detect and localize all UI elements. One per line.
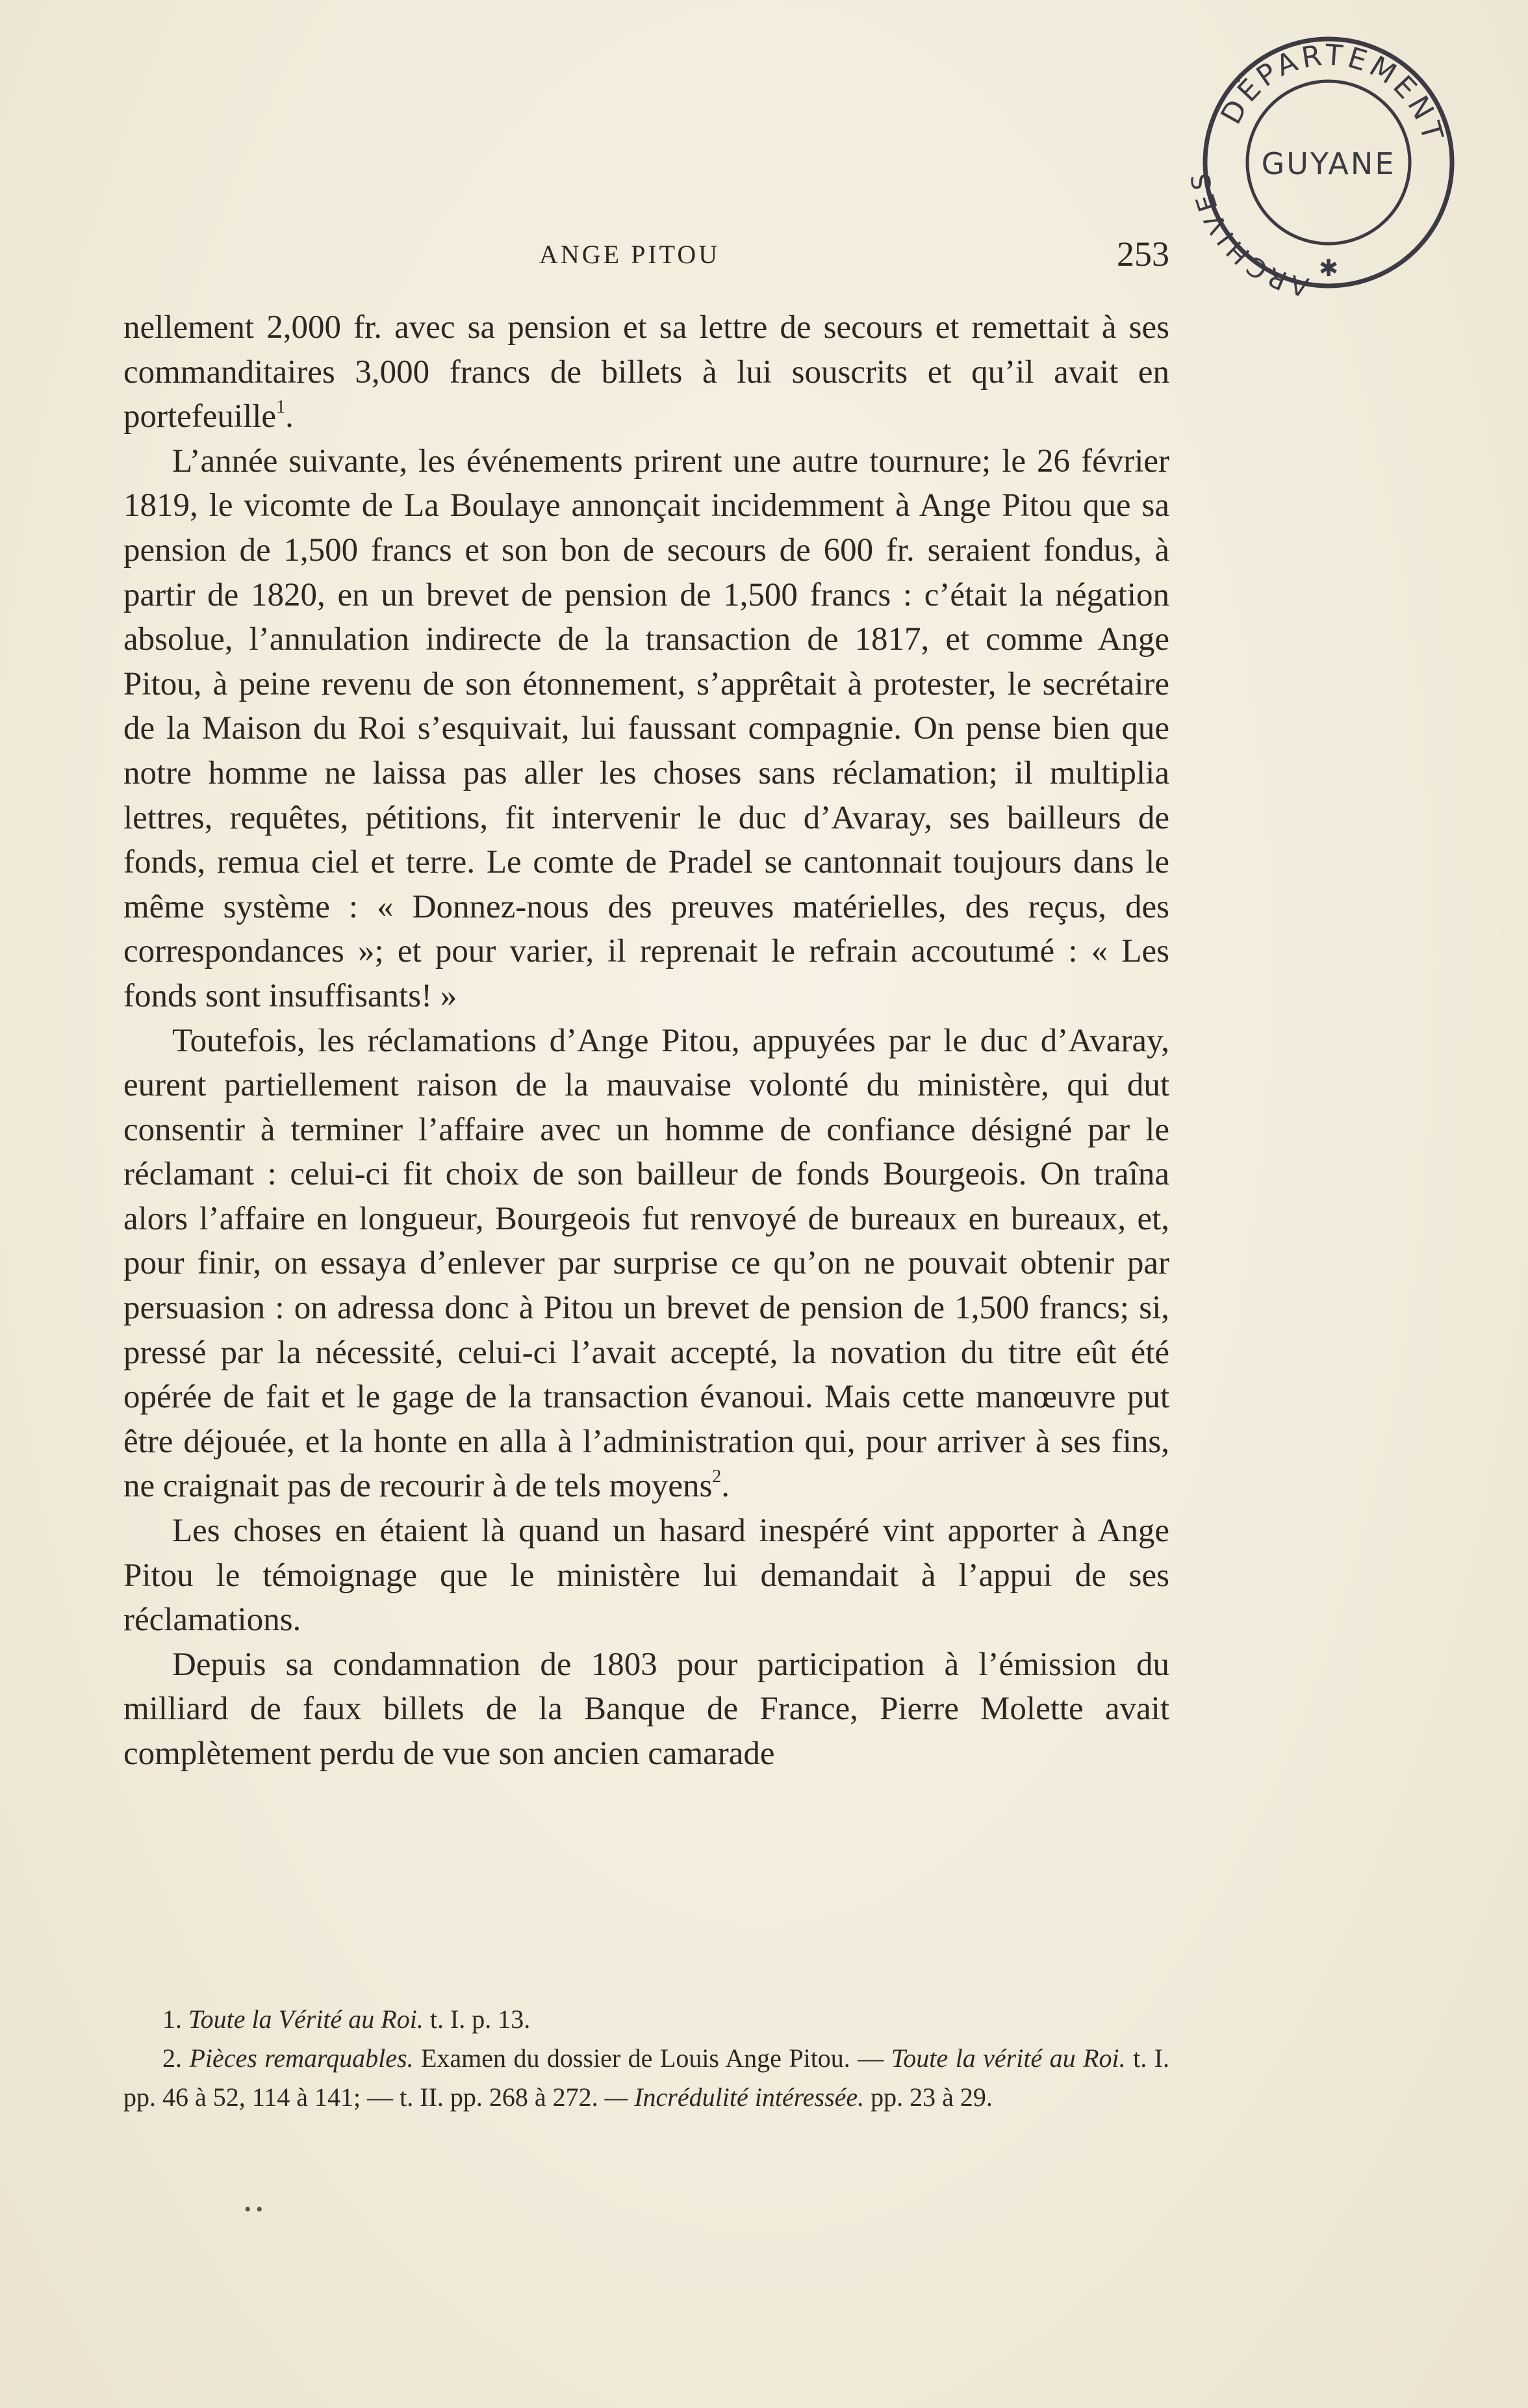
footnote-2-title: Pièces remarquables.	[189, 2043, 414, 2073]
footnote-ref-1: 1	[276, 397, 286, 418]
footnote-1	[123, 2000, 1169, 2039]
footnote-2-ref-3: pp. 23 à 29.	[864, 2082, 993, 2112]
footnote-2	[123, 2039, 1169, 2117]
page-number: 253	[1117, 235, 1169, 274]
footnote-1-number: 1.	[162, 2005, 182, 2034]
stamp-center-text: GUYANE	[1261, 146, 1396, 181]
footnote-2-title-3: — Incrédulité intéressée.	[604, 2082, 865, 2112]
footnote-ref-2: 2	[712, 1467, 722, 1487]
paragraph-5	[123, 1643, 1169, 1776]
paragraph-3-text: Toutefois, les réclamations d’Ange Pitou, appuyées par le duc d’Avaray, eurent partiellement raison de la mauvaise volonté du ministère, qui dut consentir à terminer l’affaire avec un homme de confiance désigné par le réclamant : celui-ci fit choix de son bailleur de fonds Bourgeois. On traîna alors l’affaire en longueur, Bourgeois fut renvoyé de bureaux en bureaux, et, pour finir, on essaya d’enlever par surprise ce qu’on ne pouvait obtenir par persuasion : on adressa donc à Pitou un brevet de pension de 1,500 francs; si, pressé par la nécessité, celui-ci l’avait accepté, la novation du titre eût été opérée de fait et le gage de la transaction évanoui. Mais cette manœuvre put être déjouée, et la honte en alla à l’administration qui, pour arriver à ses fins, ne craignait pas de recourir à de tels moyens	[123, 1022, 1169, 1505]
footnote-2-ref-2: t. I. pp. 46 à 52, 114 à 141; — t. II. pp. 268 à 272.	[123, 2043, 1170, 2112]
stamp-top-text: DÉPARTEMENT	[1214, 38, 1451, 148]
stray-ink-marks: • •	[244, 2199, 263, 2220]
paragraph-2	[123, 439, 1169, 1019]
footnote-2-title-2: Toute la vérité au Roi.	[891, 2043, 1126, 2073]
paragraph-4	[123, 1509, 1169, 1643]
footnotes	[123, 2000, 1169, 2117]
running-title: ANGE PITOU	[539, 240, 720, 269]
svg-text:DÉPARTEMENT	[1214, 38, 1450, 147]
paragraph-2-text: L’année suivante, les événements prirent une autre tournure; le 26 février 1819, le vicomte de La Boulaye annonçait incidemment à Ange Pitou que sa pension de 1,500 francs et son bon de secours de 600 fr. seraient fondus, à partir de 1820, en un brevet de pension de 1,500 francs : c’était la négation absolue, l’annulation indirecte de la transaction de 1817, et comme Ange Pitou, à peine revenu de son étonnement, s’apprêtait à protester, le secrétaire de la Maison du Roi s’esquivait, lui faussant compagnie. On pense bien que notre homme ne laissa pas aller les choses sans réclamation; il multiplia lettres, requêtes, pétitions, fit intervenir le duc d’Avaray, ses bailleurs de fonds, remua ciel et terre. Le comte de Pradel se cantonnait toujours dans le même système : « Donnez-nous des preuves matérielles, des reçus, des correspondances »; et pour varier, il reprenait le refrain accoutumé : « Les fonds sont insuffisants! »	[123, 442, 1169, 1014]
archives-stamp-icon	[1186, 19, 1471, 305]
paragraph-1-text: nellement 2,000 fr. avec sa pension et sa lettre de secours et remettait à ses commanditaires 3,000 francs de billets à lui souscrits et qu’il avait en portefeuille	[123, 309, 1169, 435]
paragraph-1	[123, 305, 1169, 439]
footnote-1-title: Toute la Vérité au Roi.	[188, 2005, 424, 2034]
paragraph-3-end: .	[721, 1468, 730, 1505]
paragraph-5-text: Depuis sa condamnation de 1803 pour participation à l’émission du milliard de faux billets de la Banque de France, Pierre Molette avait complètement perdu de vue son ancien camarade	[123, 1646, 1169, 1772]
stamp-left-text: ARCHIVES	[1186, 167, 1312, 302]
footnote-2-number: 2.	[162, 2043, 182, 2073]
footnote-2-ref: Examen du dossier de Louis Ange Pitou. —	[413, 2043, 884, 2073]
footnote-1-ref: t. I. p. 13.	[423, 2005, 531, 2034]
paragraph-1-end: .	[285, 398, 294, 435]
body-text	[123, 305, 1169, 1776]
paragraph-4-text: Les choses en étaient là quand un hasard inespéré vint apporter à Ange Pitou le témoignage que le ministère lui demandait à l’appui de ses réclamations.	[123, 1513, 1169, 1639]
stamp-star-icon: ✱	[1318, 255, 1339, 282]
running-head	[123, 234, 1169, 279]
paragraph-3	[123, 1019, 1169, 1509]
